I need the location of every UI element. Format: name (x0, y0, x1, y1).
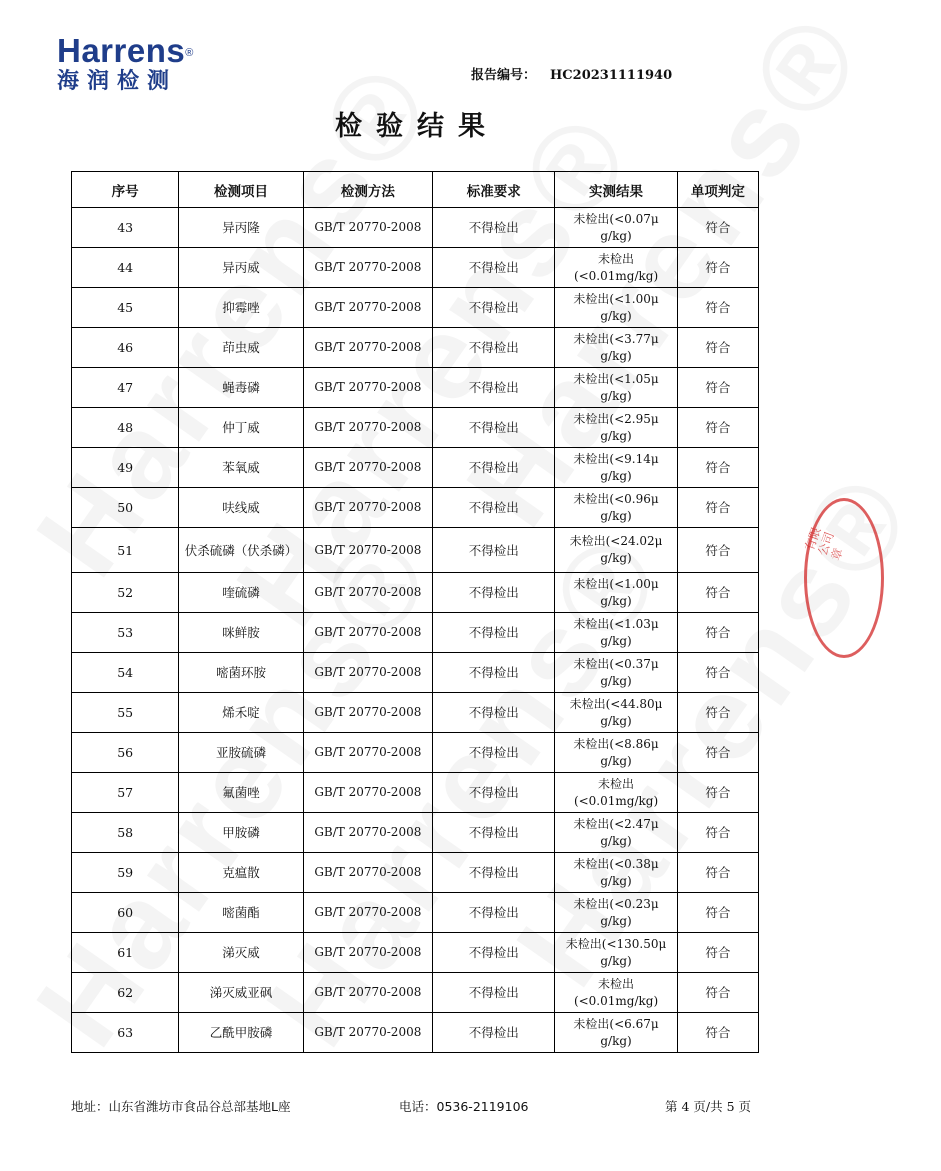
cell-no: 52 (72, 573, 179, 613)
cell-result (555, 653, 677, 693)
cell-item: 茚虫威 (179, 328, 303, 368)
cell-standard: 不得检出 (433, 653, 555, 693)
cell-result (555, 853, 677, 893)
cell-no: 59 (72, 853, 179, 893)
cell-result (555, 368, 677, 408)
table-row (72, 248, 759, 288)
cell-result (555, 893, 677, 933)
cell-standard: 不得检出 (433, 328, 555, 368)
cell-method: GB/T 20770-2008 (303, 653, 432, 693)
cell-item: 仲丁威 (179, 408, 303, 448)
table-row (72, 653, 759, 693)
cell-method: GB/T 20770-2008 (303, 528, 432, 573)
table-row (72, 1013, 759, 1053)
table-row (72, 208, 759, 248)
cell-method: GB/T 20770-2008 (303, 488, 432, 528)
cell-item: 克瘟散 (179, 853, 303, 893)
cell-method: GB/T 20770-2008 (303, 853, 432, 893)
cell-method: GB/T 20770-2008 (303, 208, 432, 248)
cell-no: 48 (72, 408, 179, 448)
result-line-2: g/kg) (600, 388, 632, 403)
cell-item: 异丙威 (179, 248, 303, 288)
cell-standard: 不得检出 (433, 733, 555, 773)
cell-standard: 不得检出 (433, 573, 555, 613)
table-row (72, 448, 759, 488)
table-row (72, 893, 759, 933)
cell-no: 51 (72, 528, 179, 573)
cell-method: GB/T 20770-2008 (303, 288, 432, 328)
cell-standard: 不得检出 (433, 693, 555, 733)
result-line-1: 未检出(<130.50μ (565, 936, 667, 951)
cell-result (555, 773, 677, 813)
result-line-2: g/kg) (600, 593, 632, 608)
cell-item: 抑霉唑 (179, 288, 303, 328)
cell-judgement: 符合 (677, 288, 758, 328)
footer-page-number: 第 4 页/共 5 页 (665, 1099, 752, 1114)
result-line-1: 未检出(<0.07μ (573, 211, 659, 226)
page-title: 检验结果 (335, 111, 499, 142)
result-line-2: g/kg) (600, 633, 632, 648)
registered-mark: ® (185, 47, 194, 59)
result-line-1: 未检出(<24.02μ (569, 534, 663, 548)
cell-judgement: 符合 (677, 653, 758, 693)
result-line-1: 未检出(<3.77μ (573, 331, 659, 346)
header-standard: 标准要求 (433, 172, 555, 208)
cell-judgement: 符合 (677, 448, 758, 488)
result-line-2: g/kg) (600, 468, 632, 483)
result-line-2: g/kg) (600, 348, 632, 363)
cell-judgement: 符合 (677, 208, 758, 248)
cell-method: GB/T 20770-2008 (303, 693, 432, 733)
result-line-1: 未检出 (598, 976, 635, 991)
cell-judgement: 符合 (677, 488, 758, 528)
cell-item: 亚胺硫磷 (179, 733, 303, 773)
result-line-1: 未检出(<1.05μ (573, 371, 659, 386)
result-line-2: (<0.01mg/kg) (573, 993, 659, 1008)
cell-method: GB/T 20770-2008 (303, 573, 432, 613)
cell-no: 50 (72, 488, 179, 528)
cell-result (555, 933, 677, 973)
table-header-row (72, 172, 759, 208)
cell-method: GB/T 20770-2008 (303, 328, 432, 368)
cell-method: GB/T 20770-2008 (303, 893, 432, 933)
result-line-1: 未检出(<0.23μ (573, 896, 659, 911)
cell-item: 伏杀硫磷（伏杀磷） (179, 528, 303, 573)
cell-judgement: 符合 (677, 973, 758, 1013)
table-row (72, 528, 759, 573)
cell-item: 乙酰甲胺磷 (179, 1013, 303, 1053)
result-line-1: 未检出(<9.14μ (573, 451, 659, 466)
result-line-1: 未检出(<2.95μ (573, 411, 659, 426)
table-row (72, 288, 759, 328)
cell-judgement: 符合 (677, 573, 758, 613)
cell-no: 54 (72, 653, 179, 693)
result-line-2: g/kg) (600, 428, 632, 443)
result-line-2: g/kg) (600, 873, 632, 888)
result-line-2: g/kg) (600, 833, 632, 848)
table-row (72, 853, 759, 893)
header-no: 序号 (72, 172, 179, 208)
cell-judgement: 符合 (677, 248, 758, 288)
cell-standard: 不得检出 (433, 893, 555, 933)
cell-judgement: 符合 (677, 853, 758, 893)
cell-no: 46 (72, 328, 179, 368)
cell-standard: 不得检出 (433, 813, 555, 853)
cell-method: GB/T 20770-2008 (303, 408, 432, 448)
cell-result (555, 248, 677, 288)
cell-judgement: 符合 (677, 893, 758, 933)
result-line-1: 未检出(<1.03μ (573, 616, 659, 631)
table-row (72, 733, 759, 773)
result-line-2: g/kg) (600, 753, 632, 768)
cell-no: 45 (72, 288, 179, 328)
cell-standard: 不得检出 (433, 773, 555, 813)
cell-judgement: 符合 (677, 933, 758, 973)
result-line-2: g/kg) (600, 913, 632, 928)
table-row (72, 973, 759, 1013)
results-table (71, 171, 759, 1053)
cell-item: 喹硫磷 (179, 573, 303, 613)
result-line-1: 未检出 (598, 776, 635, 791)
cell-item: 嘧菌环胺 (179, 653, 303, 693)
header-result: 实测结果 (555, 172, 677, 208)
result-line-2: g/kg) (600, 673, 632, 688)
cell-method: GB/T 20770-2008 (303, 248, 432, 288)
cell-result (555, 693, 677, 733)
cell-result (555, 813, 677, 853)
result-line-1: 未检出(<44.80μ (569, 696, 663, 711)
footer-address: 地址：山东省潍坊市食品谷总部基地L座 (71, 1099, 291, 1114)
cell-standard: 不得检出 (433, 488, 555, 528)
table-row (72, 933, 759, 973)
cell-item: 涕灭威 (179, 933, 303, 973)
cell-item: 咪鲜胺 (179, 613, 303, 653)
cell-judgement: 符合 (677, 1013, 758, 1053)
cell-judgement: 符合 (677, 328, 758, 368)
cell-item: 氟菌唑 (179, 773, 303, 813)
logo-text-cn: 海润检测 (57, 69, 178, 94)
cell-method: GB/T 20770-2008 (303, 1013, 432, 1053)
cell-standard: 不得检出 (433, 288, 555, 328)
table-row (72, 408, 759, 448)
cell-standard: 不得检出 (433, 933, 555, 973)
table-row (72, 813, 759, 853)
cell-result (555, 328, 677, 368)
cell-no: 53 (72, 613, 179, 653)
cell-item: 蝇毒磷 (179, 368, 303, 408)
company-logo (57, 34, 194, 95)
cell-no: 62 (72, 973, 179, 1013)
cell-result (555, 1013, 677, 1053)
header-method: 检测方法 (303, 172, 432, 208)
result-line-2: g/kg) (600, 953, 632, 968)
cell-standard: 不得检出 (433, 368, 555, 408)
footer-phone: 电话：0536-2119106 (399, 1099, 529, 1114)
cell-result (555, 573, 677, 613)
table-row (72, 368, 759, 408)
cell-no: 60 (72, 893, 179, 933)
table-row (72, 488, 759, 528)
cell-item: 嘧菌酯 (179, 893, 303, 933)
header-judgement: 单项判定 (677, 172, 758, 208)
official-seal-text: 有限公司章 (802, 525, 846, 563)
cell-judgement: 符合 (677, 408, 758, 448)
cell-item: 呋线威 (179, 488, 303, 528)
cell-method: GB/T 20770-2008 (303, 613, 432, 653)
cell-result (555, 208, 677, 248)
cell-result (555, 733, 677, 773)
cell-no: 58 (72, 813, 179, 853)
result-line-1: 未检出 (598, 251, 635, 266)
cell-standard: 不得检出 (433, 853, 555, 893)
cell-method: GB/T 20770-2008 (303, 933, 432, 973)
result-line-2: g/kg) (600, 308, 632, 323)
result-line-2: (<0.01mg/kg) (573, 268, 659, 283)
table-row (72, 773, 759, 813)
cell-result (555, 973, 677, 1013)
cell-judgement: 符合 (677, 613, 758, 653)
cell-method: GB/T 20770-2008 (303, 813, 432, 853)
cell-no: 61 (72, 933, 179, 973)
report-number-label: 报告编号： (471, 68, 537, 83)
cell-no: 44 (72, 248, 179, 288)
cell-no: 55 (72, 693, 179, 733)
cell-judgement: 符合 (677, 773, 758, 813)
result-line-1: 未检出(<0.96μ (573, 491, 659, 506)
cell-no: 49 (72, 448, 179, 488)
cell-method: GB/T 20770-2008 (303, 448, 432, 488)
cell-result (555, 408, 677, 448)
report-number (471, 64, 672, 83)
result-line-1: 未检出(<1.00μ (573, 576, 659, 591)
result-line-2: (<0.01mg/kg) (573, 793, 659, 808)
cell-no: 57 (72, 773, 179, 813)
table-row (72, 328, 759, 368)
result-line-1: 未检出(<8.86μ (573, 736, 659, 751)
cell-method: GB/T 20770-2008 (303, 773, 432, 813)
cell-standard: 不得检出 (433, 448, 555, 488)
result-line-1: 未检出(<0.38μ (573, 856, 659, 871)
cell-standard: 不得检出 (433, 1013, 555, 1053)
table-row (72, 693, 759, 733)
cell-result (555, 613, 677, 653)
result-line-2: g/kg) (600, 228, 632, 243)
cell-judgement: 符合 (677, 693, 758, 733)
result-line-1: 未检出(<1.00μ (573, 291, 659, 306)
cell-method: GB/T 20770-2008 (303, 368, 432, 408)
cell-result (555, 528, 677, 573)
cell-no: 63 (72, 1013, 179, 1053)
header-item: 检测项目 (179, 172, 303, 208)
cell-judgement: 符合 (677, 733, 758, 773)
cell-item: 烯禾啶 (179, 693, 303, 733)
cell-item: 苯氧威 (179, 448, 303, 488)
cell-standard: 不得检出 (433, 408, 555, 448)
cell-standard: 不得检出 (433, 528, 555, 573)
table-row (72, 613, 759, 653)
cell-no: 43 (72, 208, 179, 248)
result-line-1: 未检出(<2.47μ (573, 816, 659, 831)
cell-item: 甲胺磷 (179, 813, 303, 853)
table-row (72, 573, 759, 613)
result-line-2: g/kg) (600, 713, 632, 728)
cell-standard: 不得检出 (433, 973, 555, 1013)
result-line-2: g/kg) (600, 508, 632, 523)
result-line-1: 未检出(<0.37μ (573, 656, 659, 671)
cell-method: GB/T 20770-2008 (303, 973, 432, 1013)
cell-item: 涕灭威亚砜 (179, 973, 303, 1013)
cell-no: 56 (72, 733, 179, 773)
cell-standard: 不得检出 (433, 248, 555, 288)
cell-method: GB/T 20770-2008 (303, 733, 432, 773)
cell-item: 异丙隆 (179, 208, 303, 248)
cell-judgement: 符合 (677, 813, 758, 853)
table-body (72, 208, 759, 1053)
report-number-value: HC20231111940 (550, 68, 673, 83)
cell-standard: 不得检出 (433, 208, 555, 248)
logo-text-en: Harrens (57, 32, 186, 69)
cell-judgement: 符合 (677, 528, 758, 573)
cell-no: 47 (72, 368, 179, 408)
cell-result (555, 448, 677, 488)
result-line-1: 未检出(<6.67μ (573, 1016, 659, 1031)
result-line-2: g/kg) (600, 1033, 632, 1048)
result-line-2: g/kg) (600, 551, 632, 565)
cell-standard: 不得检出 (433, 613, 555, 653)
cell-judgement: 符合 (677, 368, 758, 408)
cell-result (555, 288, 677, 328)
cell-result (555, 488, 677, 528)
